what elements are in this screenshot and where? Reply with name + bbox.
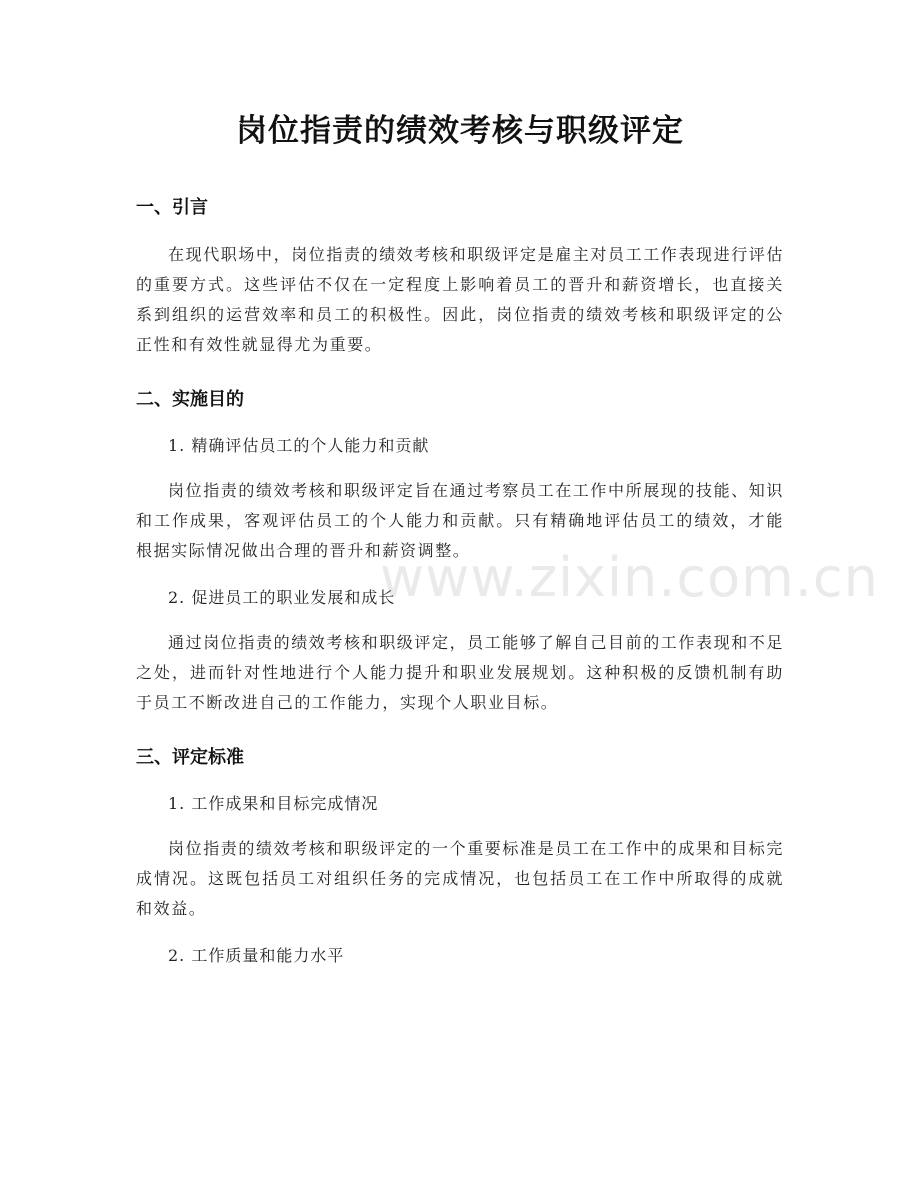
subheading-purpose-2: 2. 促进员工的职业发展和成长 [168,588,396,607]
subheading-criteria-1: 1. 工作成果和目标完成情况 [168,794,379,813]
subheading-purpose-1: 1. 精确评估员工的个人能力和贡献 [168,436,430,455]
paragraph-purpose-1: 岗位指责的绩效考核和职级评定旨在通过考察员工在工作中所展现的技能、知识和工作成果，客观评估员工的个人能力和贡献。只有精确地评估员工的绩效，才能根据实际情况做出合理的晋升和薪资调整。 [136,481,785,560]
section-heading-criteria: 三、评定标准 [136,747,244,768]
section-heading-intro: 一、引言 [136,197,208,218]
watermark: www.zixin.com.cn [380,546,879,609]
paragraph-criteria-1: 岗位指责的绩效考核和职级评定的一个重要标准是员工在工作中的成果和目标完成情况。这既包括员工对组织任务的完成情况，也包括员工在工作中所取得的成就和效益。 [136,839,785,918]
page-title: 岗位指责的绩效考核与职级评定 [236,113,684,149]
paragraph-intro: 在现代职场中，岗位指责的绩效考核和职级评定是雇主对员工工作表现进行评估的重要方式。这些评估不仅在一定程度上影响着员工的晋升和薪资增长，也直接关系到组织的运营效率和员工的积极性。因此，岗位指责的绩效考核和职级评定的公正性和有效性就显得尤为重要。 [136,245,785,354]
paragraph-purpose-2: 通过岗位指责的绩效考核和职级评定，员工能够了解自己目前的工作表现和不足之处，进而针对性地进行个人能力提升和职业发展规划。这种积极的反馈机制有助于员工不断改进自己的工作能力，实现个人职业目标。 [136,633,785,712]
section-heading-purpose: 二、实施目的 [136,389,244,410]
subheading-criteria-2: 2. 工作质量和能力水平 [168,946,345,965]
